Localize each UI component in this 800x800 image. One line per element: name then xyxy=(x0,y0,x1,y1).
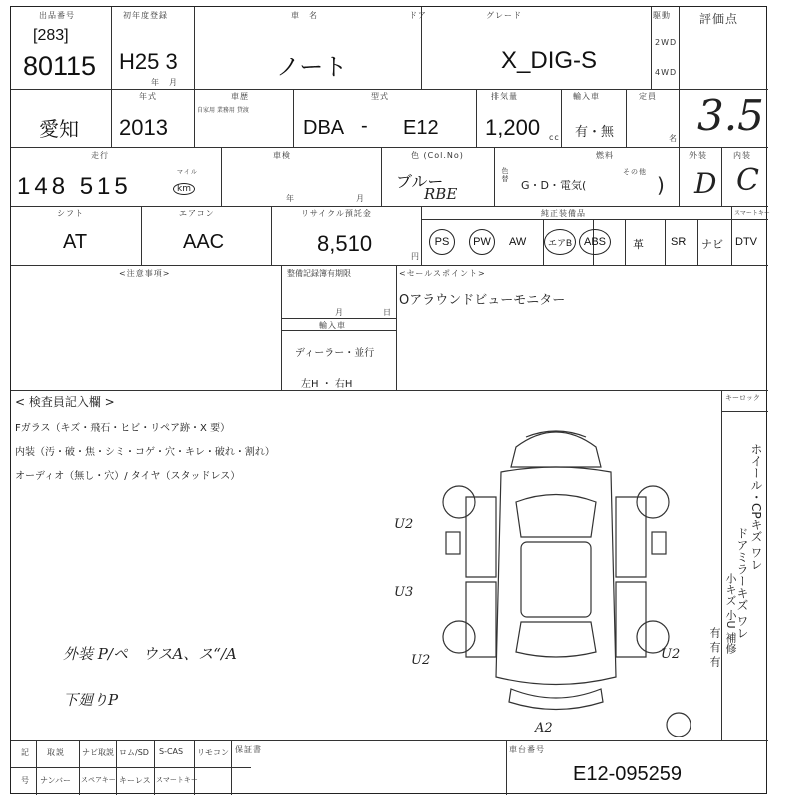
inspector-title: < 検査員記入欄 > xyxy=(15,395,115,409)
interior-line: 内装（汚・破・焦・シミ・コゲ・穴・キレ・破れ・割れ） xyxy=(15,447,275,458)
option-ps: PS xyxy=(429,229,455,255)
lot-number: 80115 xyxy=(23,51,97,81)
footer-left-bottom-4: スマートキー xyxy=(156,776,198,784)
keyless-label: スマートキー xyxy=(734,210,770,217)
import-value: ディーラー・並行 xyxy=(295,348,375,359)
lot-small: [283] xyxy=(33,27,69,44)
option-abs: ABS xyxy=(579,229,611,255)
fuel-other: その他 xyxy=(623,168,647,176)
hand-note-1: 外装 P/ペ ウスA、ス“/A xyxy=(63,645,237,663)
option-aw: AW xyxy=(509,236,527,248)
footer-left-top-5: リモコン xyxy=(197,748,229,757)
first-reg-label: 初年度登録 xyxy=(123,11,168,20)
lot-label: 出品番号 xyxy=(39,11,75,20)
option-sr: SR xyxy=(671,236,687,248)
displacement-label: 排気量 xyxy=(491,92,518,101)
exterior-label: 外装 xyxy=(689,151,707,160)
model-year: 2013 xyxy=(119,115,168,140)
inspection-month: 月 xyxy=(356,194,365,203)
options-label: 純正装備品 xyxy=(541,209,586,218)
shift: AT xyxy=(63,231,88,253)
model-year-label: 年式 xyxy=(139,92,157,101)
option-leather: 革 xyxy=(633,239,644,251)
recycle: 8,510 xyxy=(317,231,373,256)
sale-point: Oアラウンドビューモニター xyxy=(399,293,566,308)
legend-col-2: ドアミラーキズ ワレ xyxy=(735,527,749,639)
footer-left-top-4: S-CAS xyxy=(159,747,184,756)
mileage-label: 走行 xyxy=(91,151,109,160)
color-change-label: 色替 xyxy=(501,167,509,183)
recycle-label: リサイクル預託金 xyxy=(301,209,372,218)
footer-left-bottom-1: ナンバー xyxy=(40,776,72,785)
term-label: 車歴 xyxy=(231,92,249,101)
legend-col-1: ホイール・CPキズ ワレ xyxy=(749,443,763,571)
type-prefix: DBA xyxy=(303,117,345,139)
history-month: 月 xyxy=(335,308,344,317)
guarantee-label: 保証書 xyxy=(235,745,262,754)
grade: X_DIG-S xyxy=(501,47,598,74)
fuel-close: ) xyxy=(657,173,665,197)
mark-middle-left: U3 xyxy=(394,585,414,600)
history-day: 日 xyxy=(383,308,392,317)
drive-4wd: 4WD xyxy=(655,68,678,77)
caution-label: <注意事項> xyxy=(119,269,171,278)
term-sub: 自家用 業務用 貸渡 xyxy=(197,107,249,114)
audio-line: オーディオ（無し・穴）/ タイヤ（スタッドレス） xyxy=(15,471,241,482)
interior-grade: C xyxy=(736,163,759,198)
footer-left-bottom-0: 号 xyxy=(21,776,30,785)
footer-left-bottom-2: スペアキー xyxy=(81,776,116,784)
inspection-year: 年 xyxy=(286,194,295,203)
ac: AAC xyxy=(183,231,225,253)
legend-col-4: 有 有 有 xyxy=(708,627,721,667)
car-name-label: 車 名 xyxy=(291,11,318,20)
drive-label: 駆動 xyxy=(653,11,671,20)
type-label: 型式 xyxy=(371,92,389,101)
first-reg-value: H25 3 xyxy=(119,49,178,74)
auction-sheet xyxy=(10,6,770,794)
footer-left-top-2: ナビ取説 xyxy=(82,748,114,757)
fuel-options: G・D・電気( xyxy=(521,179,587,192)
score: 3.5 xyxy=(697,91,764,140)
grade-label: グレード xyxy=(486,11,522,20)
legend-col-3: 小キズ 小U 補修 xyxy=(724,573,737,655)
mileage-alt: マイル xyxy=(177,169,198,176)
color-label: 色 (Col.No) xyxy=(411,151,464,160)
color: ブルー xyxy=(396,172,444,191)
capacity-label: 定員 xyxy=(639,92,657,101)
keylock-label: キーロック xyxy=(725,394,760,402)
type-dash: - xyxy=(361,115,368,137)
interior-label: 内装 xyxy=(733,151,751,160)
mark-rear-right: U2 xyxy=(661,647,681,662)
color-code: RBE xyxy=(424,185,458,203)
exterior-grade: D xyxy=(694,167,717,200)
option-pw: PW xyxy=(469,229,495,255)
year-month-label: 年 月 xyxy=(151,78,178,87)
car-damage-diagram xyxy=(421,407,691,737)
door-label: ドア xyxy=(409,11,427,20)
cc-label: cc xyxy=(549,133,560,142)
mark-rear-left: U2 xyxy=(411,653,431,668)
footer-left-top-3: ロム/SD xyxy=(119,748,149,757)
type-code: E12 xyxy=(403,117,439,139)
recycle-flag-label: 輸入車 xyxy=(573,92,600,101)
sale-points-label: <セールスポイント> xyxy=(399,269,486,278)
history-label: 整備記録簿有期限 xyxy=(287,269,351,278)
displacement: 1,200 xyxy=(485,115,541,140)
import-label: 輸入車 xyxy=(319,321,346,330)
score-label: 評価点 xyxy=(699,12,739,26)
footer-left-top-0: 記 xyxy=(21,748,30,757)
handle-value: 左H ・ 右H xyxy=(301,379,353,390)
mileage-unit: km xyxy=(173,183,195,195)
option-airbag: エアB xyxy=(544,229,576,255)
footer-left-top-1: 取説 xyxy=(47,748,65,757)
fuel-label: 燃料 xyxy=(596,151,614,160)
drive-2wd: 2WD xyxy=(655,38,678,47)
mileage: 148 515 xyxy=(17,173,132,200)
mark-rear-bottom: A2 xyxy=(535,721,553,736)
region: 愛知 xyxy=(39,117,79,141)
ac-label: エアコン xyxy=(179,209,215,218)
mark-front-left: U2 xyxy=(394,517,414,532)
recycle-flag: 有・無 xyxy=(575,125,615,140)
hand-note-2: 下廻りP xyxy=(63,691,119,709)
yen-label: 円 xyxy=(411,252,420,261)
capacity-unit: 名 xyxy=(669,134,678,143)
shift-label: シフト xyxy=(57,209,84,218)
chassis-label: 車台番号 xyxy=(509,745,545,754)
fglass-line: Fガラス（キズ・飛石・ヒビ・リペア跡・X 要） xyxy=(15,423,231,434)
option-dtv: DTV xyxy=(735,236,757,248)
chassis-number: E12-095259 xyxy=(573,763,682,785)
option-navi: ナビ xyxy=(701,239,723,251)
car-name: ノート xyxy=(276,54,348,81)
inspection-label: 車検 xyxy=(273,151,291,160)
footer-left-bottom-3: キーレス xyxy=(119,776,151,785)
